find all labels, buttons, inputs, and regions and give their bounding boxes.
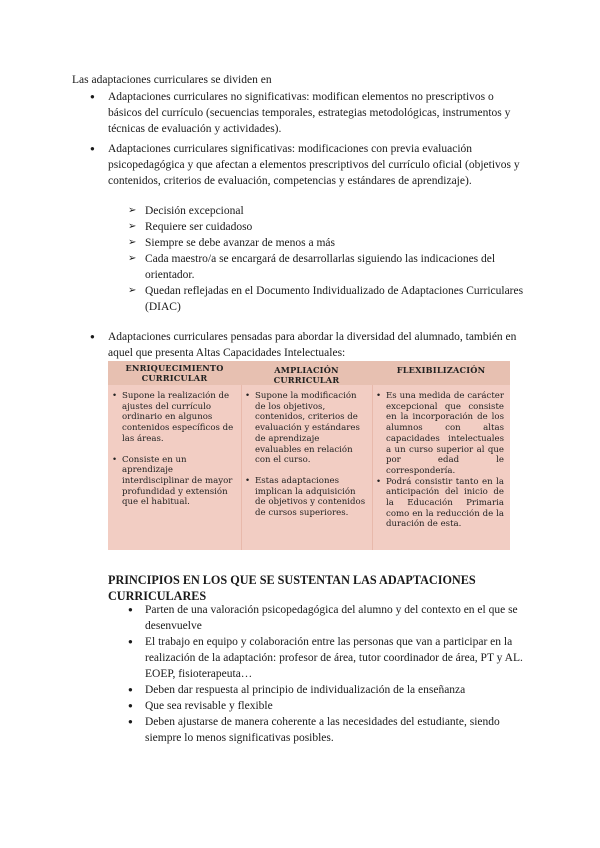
- principle-item: ● Deben ajustarse de manera coherente a las necesidades del estudiante, siendo siempre lo menos significativas posibles.: [128, 714, 528, 746]
- table-cell-item: • Es una medida de carácter excepcional que consiste en la incorporación de los alumnos con altas capacidades intelectuales a un curso superior al que por edad le correspondería.: [386, 391, 504, 477]
- principle-item: ● El trabajo en equipo y colaboración entre las personas que van a participar en la realización de la adaptación: profesor de área, tutor coordinador de área, PT y AL. EOEP, fisioterapeuta…: [128, 634, 528, 682]
- adaptations-table: [108, 361, 510, 550]
- principle-item: ● Deben dar respuesta al principio de individualización de la enseñanza: [128, 682, 528, 698]
- arrow-item: ➢ Decisión excepcional: [128, 203, 528, 219]
- types-list-c: [90, 329, 530, 361]
- arrow-item: ➢ Quedan reflejadas en el Documento Individualizado de Adaptaciones Curriculares (DIAC): [128, 283, 528, 315]
- list-item: ● Adaptaciones curriculares pensadas para abordar la diversidad del alumnado, también en aquel que presenta Altas Capacidades Intelectuales:: [90, 329, 530, 361]
- significant-features-list: [128, 203, 528, 315]
- table-cell: [241, 391, 372, 529]
- table-header: ENRIQUECIMIENTO CURRICULAR: [108, 361, 241, 385]
- arrow-item: ➢ Cada maestro/a se encargará de desarrollarlas siguiendo las indicaciones del orientador.: [128, 251, 528, 283]
- table-column-enriquecimiento: [108, 361, 241, 550]
- principle-item: ● Que sea revisable y flexible: [128, 698, 528, 714]
- arrow-item: ➢ Requiere ser cuidadoso: [128, 219, 528, 235]
- table-column-ampliacion: [241, 361, 372, 550]
- table-column-flexibilizacion: [372, 361, 510, 550]
- intro-text: Las adaptaciones curriculares se dividen en: [72, 74, 272, 86]
- principles-list: [128, 602, 528, 746]
- principle-item: ● Parten de una valoración psicopedagógica del alumno y del contexto en el que se desenvuelve: [128, 602, 528, 634]
- types-list-a: [90, 89, 530, 137]
- table-cell-item: • Estas adaptaciones implican la adquisición de objetivos y contenidos de cursos superiores.: [255, 476, 366, 519]
- table-header: FLEXIBILIZACIÓN: [372, 361, 510, 385]
- table-cell-item: • Supone la realización de ajustes del currículo ordinario en algunos contenidos específicos de las áreas.: [122, 391, 235, 445]
- table-cell: [372, 391, 510, 540]
- table-cell-item: • Supone la modificación de los objetivos, contenidos, criterios de evaluación y estándares de aprendizaje evaluables en relación con el curso.: [255, 391, 366, 466]
- table-cell-item: • Podrá consistir tanto en la anticipación del inicio de la Educación Primaria como en la reducción de la duración de esta.: [386, 477, 504, 531]
- arrow-item: ➢ Siempre se debe avanzar de menos a más: [128, 235, 528, 251]
- table-header: AMPLIACIÓN CURRICULAR: [241, 361, 372, 385]
- list-item: ● Adaptaciones curriculares significativas: modificaciones con previa evaluación psicopedagógica y que afectan a elementos prescriptivos del currículo oficial (objetivos y contenidos, criterios de evaluación, competencias y estándares de aprendizaje).: [90, 141, 530, 189]
- table-cell-item: • Consiste en un aprendizaje interdisciplinar de mayor profundidad y extensión que el habitual.: [122, 455, 235, 509]
- table-cell: [108, 391, 241, 518]
- list-item: ● Adaptaciones curriculares no significativas: modifican elementos no prescriptivos o básicos del currículo (secuencias temporales, estrategias metodológicas, instrumentos y técnicas de evaluación y actividades).: [90, 89, 530, 137]
- types-list-b: [90, 141, 530, 189]
- section-heading: PRINCIPIOS EN LOS QUE SE SUSTENTAN LAS ADAPTACIONES CURRICULARES: [108, 573, 476, 603]
